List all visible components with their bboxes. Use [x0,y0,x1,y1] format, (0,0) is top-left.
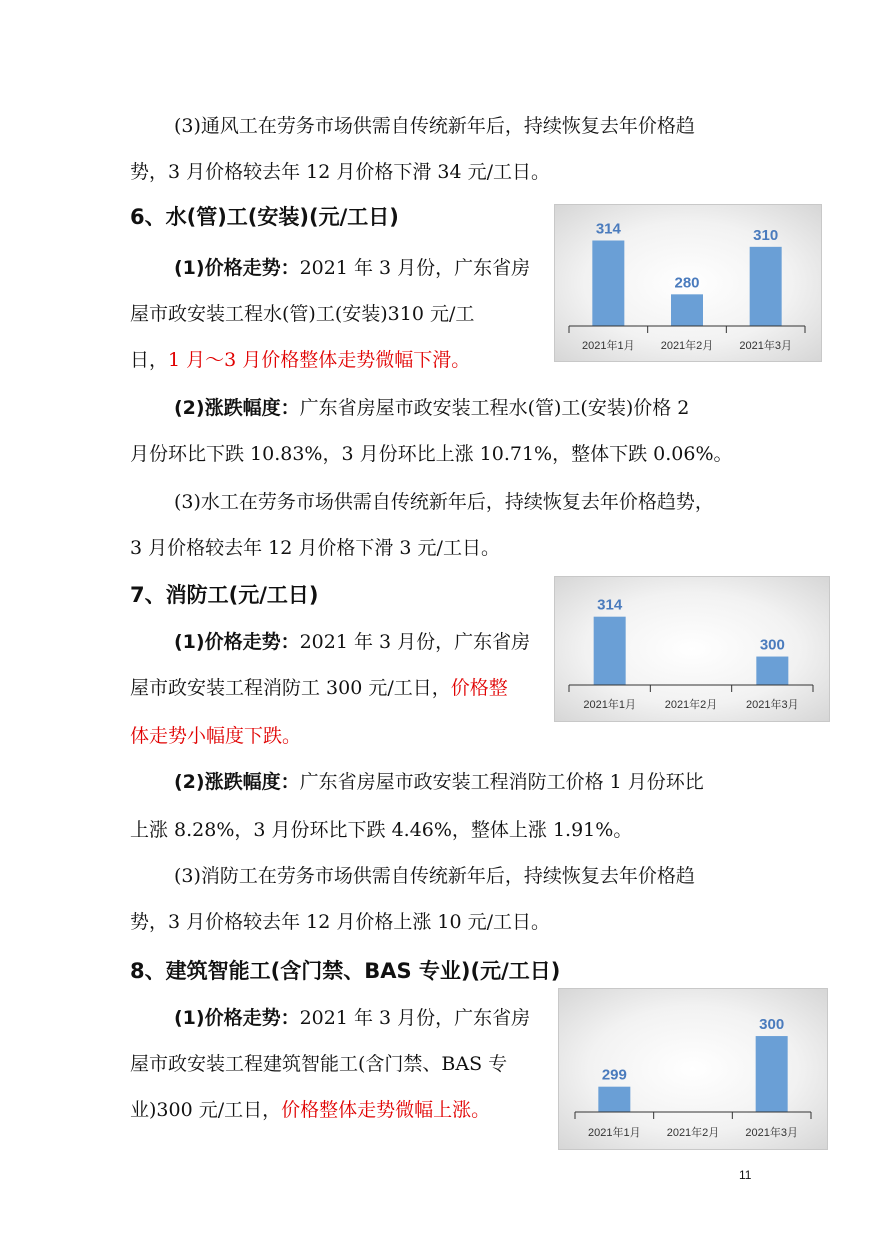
chart-2-svg [559,989,827,1149]
section-7-p1-label: (1)价格走势： [174,631,300,653]
bar-value-label-1: 314 [595,220,621,238]
section-6-trend-highlight: 1 月～3 月价格整体走势微幅下滑。 [168,349,471,371]
bar-value-label-2: 280 [674,274,700,292]
bar-1 [594,617,626,685]
section-6-p1-label: (1)价格走势： [174,257,300,279]
section-6-p3-line-1: (3)水工在劳务市场供需自传统新年后，持续恢复去年价格趋势， [174,491,714,513]
bar-3 [756,657,788,685]
section-8-heading: 8、建筑智能工(含门禁、BAS 专业)(元/工日) [130,959,561,983]
intro-line-2: 势，3 月价格较去年 12 月价格下滑 34 元/工日。 [130,161,551,183]
bar-3 [750,247,782,326]
section-8-p1-text-c1: 业)300 元/工日， [130,1099,282,1121]
category-label-1: 2021年1月 [582,340,635,352]
chart-1-svg [555,577,829,721]
section-6-p1-line-3 [130,348,470,372]
section-6-p2-line-2: 月份环比下跌 10.83%，3 月份环比上涨 10.71%，整体下跌 0.06%。 [130,443,733,465]
section-6-p1-line-2: 屋市政安装工程水(管)工(安装)310 元/工 [130,303,475,325]
bar-value-label-1: 314 [597,596,623,614]
section-7-heading: 7、消防工(元/工日) [130,583,319,607]
section-8-p1-text-a: 2021 年 3 月份，广东省房 [299,1007,531,1029]
section-7-p2-line-1 [174,770,704,794]
chart-water-pipe-worker [554,204,822,362]
section-7-p1-text-b1: 屋市政安装工程消防工 300 元/工日， [130,677,451,699]
section-8-p1-line-3 [130,1098,490,1122]
section-8-p1-line-1 [174,1006,530,1030]
bar-value-label-3: 310 [753,226,779,244]
section-7-trend-highlight-b: 体走势小幅度下跌。 [130,725,302,747]
chart-0-svg [555,205,821,361]
chart-intelligent-building-worker [558,988,828,1150]
category-label-3: 2021年3月 [745,1127,798,1139]
section-7-p1-line-1 [174,630,530,654]
category-label-3: 2021年3月 [746,699,799,711]
bar-1 [598,1087,630,1112]
section-6-p2-text-a: 广东省房屋市政安装工程水(管)工(安装)价格 2 [299,397,690,419]
section-6-p1-line-1 [174,256,530,280]
section-6-p1-text-a: 2021 年 3 月份，广东省房 [299,257,531,279]
section-7-p1-text-a: 2021 年 3 月份，广东省房 [299,631,531,653]
section-8-trend-highlight: 价格整体走势微幅上涨。 [281,1099,491,1121]
section-8-p1-label: (1)价格走势： [174,1007,300,1029]
category-label-2: 2021年2月 [664,699,718,711]
section-6-p2-label: (2)涨跌幅度： [174,397,300,419]
bar-3 [756,1036,788,1112]
category-label-1: 2021年1月 [588,1127,641,1139]
page-number: 11 [739,1168,752,1182]
section-6-p2-line-1 [174,396,689,420]
bar-value-label-3: 300 [759,1016,785,1034]
chart-fire-protection-worker [554,576,830,722]
section-7-p2-line-2: 上涨 8.28%，3 月份环比下跌 4.46%，整体上涨 1.91%。 [130,819,633,841]
section-7-trend-highlight-a: 价格整 [450,677,508,699]
section-7-p2-label: (2)涨跌幅度： [174,771,300,793]
section-8-p1-line-2: 屋市政安装工程建筑智能工(含门禁、BAS 专 [130,1053,508,1075]
category-label-3: 2021年3月 [739,340,792,352]
intro-line-1: (3)通风工在劳务市场供需自传统新年后，持续恢复去年价格趋 [174,115,695,137]
section-6-p3-line-2: 3 月价格较去年 12 月价格下滑 3 元/工日。 [130,537,500,559]
section-7-p2-text-a: 广东省房屋市政安装工程消防工价格 1 月份环比 [299,771,704,793]
section-7-p3-line-2: 势，3 月价格较去年 12 月价格上涨 10 元/工日。 [130,911,551,933]
bar-value-label-3: 300 [759,636,785,654]
section-6-p1-text-c1: 日， [130,349,169,371]
category-label-1: 2021年1月 [583,699,636,711]
bar-2 [671,294,703,326]
category-label-2: 2021年2月 [660,340,714,352]
section-7-p1-line-2 [130,676,508,700]
category-label-2: 2021年2月 [666,1127,720,1139]
bar-value-label-1: 299 [601,1066,627,1084]
section-6-heading: 6、水(管)工(安装)(元/工日) [130,205,399,229]
section-7-p3-line-1: (3)消防工在劳务市场供需自传统新年后，持续恢复去年价格趋 [174,865,695,887]
bar-1 [592,241,624,327]
